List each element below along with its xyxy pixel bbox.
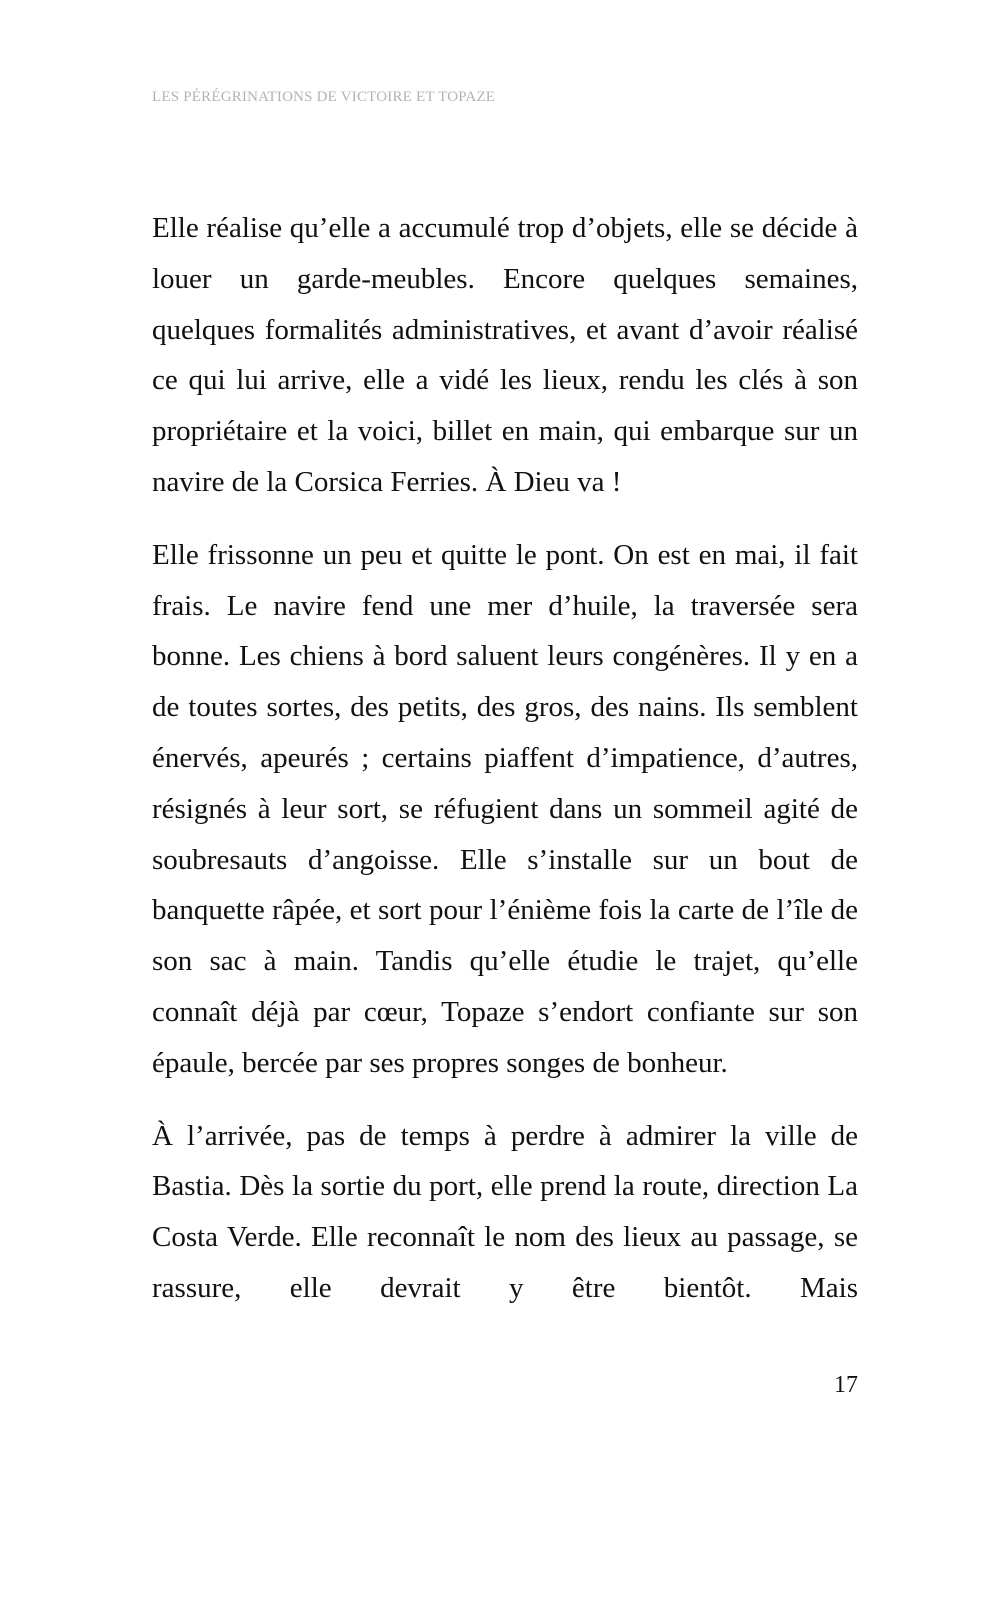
page-number: 17 — [834, 1372, 858, 1398]
paragraph: Elle frissonne un peu et quitte le pont. On est en mai, il fait frais. Le navire fend une mer d’huile, la traversée sera bonne. Les chiens à bord saluent leurs congénères. Il y en a de toutes sortes, des petits, des gros, des nains. Ils semblent énervés, apeurés ; certains piaffent d’impatience, d’autres, résignés à leur sort, se réfugient dans un sommeil agité de soubresauts d’angoisse. Elle s’installe sur un bout de banquette râpée, et sort pour l’énième fois la carte de l’île de son sac à main. Tandis qu’elle étudie le trajet, qu’elle connaît déjà par cœur, Topaze s’endort confiante sur son épaule, bercée par ses propres songes de bonheur. — [152, 538, 858, 1079]
paragraph: À l’arrivée, pas de temps à perdre à admirer la ville de Bastia. Dès la sortie du port, elle prend la route, direction La Costa Verde. Elle reconnaît le nom des lieux au passage, se rassure, elle devrait y être bientôt. Mais — [152, 1119, 858, 1304]
body-text — [152, 203, 858, 1314]
running-header: LES PÉRÉGRINATIONS DE VICTOIRE ET TOPAZE — [152, 89, 496, 105]
paragraph: Elle réalise qu’elle a accumulé trop d’objets, elle se décide à louer un garde-meubles. Encore quelques semaines, quelques formalités administratives, et avant d’avoir réalisé ce qui lui arrive, elle a vidé les lieux, rendu les clés à son propriétaire et la voici, billet en main, qui embarque sur un navire de la Corsica Ferries. À Dieu va ! — [152, 212, 858, 498]
